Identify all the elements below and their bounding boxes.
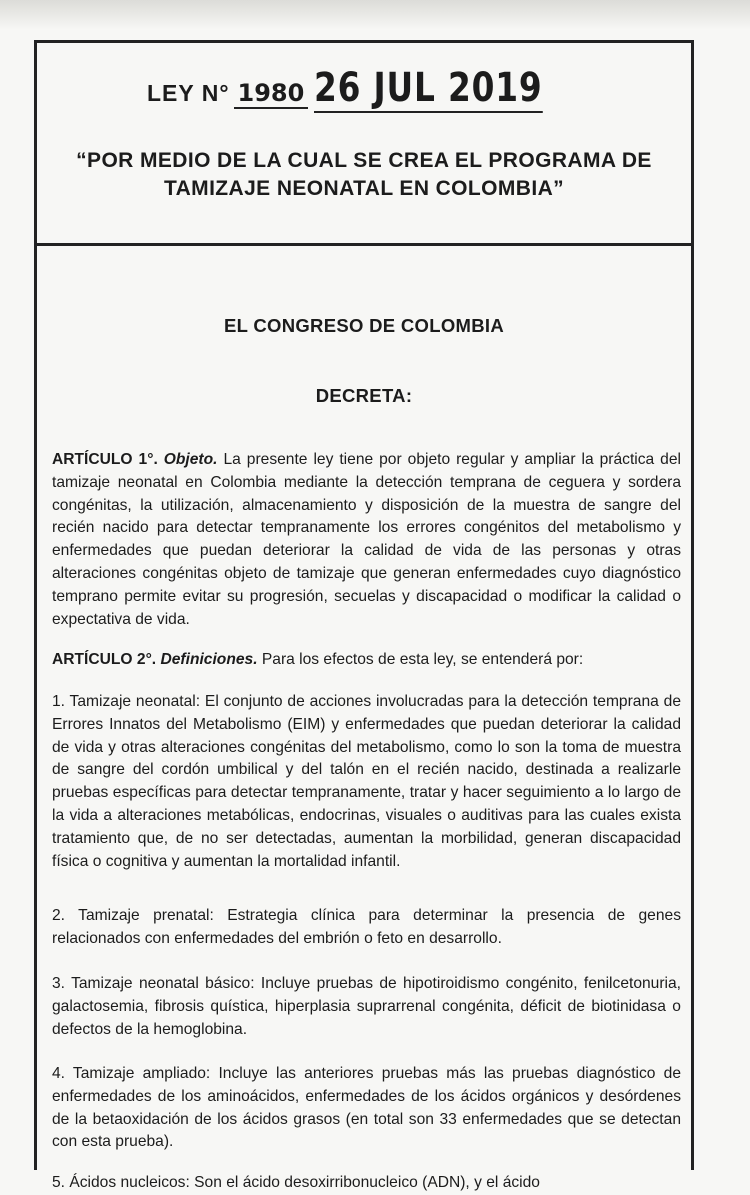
- definition-item-5: [52, 1172, 681, 1195]
- definition-item-2: [52, 905, 681, 951]
- law-date-stamp: 26 JUL 2019: [314, 65, 543, 111]
- definition-text: 3. Tamizaje neonatal básico: Incluye pruebas de hipotiroidismo congénito, fenilcetonuria, galactosemia, fibrosis quística, hiperplasia suprarrenal congénita, déficit de biotinidasa o defectos de la hemoglobina.: [52, 975, 681, 1038]
- law-title-line-1: “POR MEDIO DE LA CUAL SE CREA EL PROGRAMA DE: [76, 149, 652, 172]
- definition-item-1: [52, 691, 681, 873]
- article-1-label: ARTÍCULO 1°.: [52, 451, 158, 468]
- definition-item-4: [52, 1063, 681, 1154]
- law-title: [47, 147, 681, 203]
- article-1-text: La presente ley tiene por objeto regular y ampliar la práctica del tamizaje neonatal en Colombia mediante la detección temprana de ceguera y sordera congénitas, la utilización, almacenamiento y disposición de la muestra de sangre del recién nacido para detectar tempranamente los errores congénitos del metabolismo y enfermedades que puedan deteriorar la calidad de vida de las personas y otras alteraciones congénitas objeto de tamizaje que generan enfermedades cuyo diagnóstico temprano permite evitar su progresión, secuelas y discapacidad o modificar la calidad o expectativa de vida.: [52, 451, 681, 628]
- law-number: 1980: [234, 79, 309, 109]
- document-frame: [34, 40, 694, 1191]
- law-identifier: [147, 65, 593, 113]
- page-top-edge: [0, 0, 750, 30]
- law-title-line-2: TAMIZAJE NEONATAL EN COLOMBIA”: [163, 177, 565, 200]
- definition-text: 1. Tamizaje neonatal: El conjunto de acciones involucradas para la detección temprana de Errores Innatos del Metabolismo (EIM) y enfermedades que puedan deteriorar la calidad de vida y otras alteraciones congénitas del metabolismo, como lo son la toma de muestra de sangre del cordón umbilical y del talón en el recién nacido, destinada a realizarle pruebas específicas para detectar tempranamente, tratar y hacer seguimiento a lo largo de la vida a alteraciones metabólicas, endocrinas, visuales o auditivas para las cuales exista tratamiento que, de no ser detectadas, aumentan la morbilidad, generan discapacidad física o cognitiva y aumentan la mortalidad infantil.: [52, 693, 681, 870]
- law-header-box: [37, 43, 691, 246]
- article-2-text: Para los efectos de esta ley, se entenderá por:: [261, 651, 584, 668]
- issuer-heading: EL CONGRESO DE COLOMBIA: [224, 315, 504, 336]
- definition-text: 4. Tamizaje ampliado: Incluye las anteriores pruebas más las pruebas diagnóstico de enfermedades de los aminoácidos, enfermedades de los ácidos orgánicos y desórdenes de la betaoxidación de los ácidos grasos (en total son 33 enfermedades que se detectan con esta prueba).: [52, 1065, 681, 1151]
- article-1-name: Objeto.: [163, 451, 218, 468]
- decree-heading: DECRETA:: [315, 385, 413, 406]
- article-2-name: Definiciones.: [160, 651, 258, 668]
- article-1: [52, 449, 681, 631]
- definition-text: 5. Ácidos nucleicos: Son el ácido desoxirribonucleico (ADN), y el ácido: [52, 1174, 540, 1191]
- article-2: [52, 649, 681, 672]
- article-2-label: ARTÍCULO 2°.: [52, 651, 157, 668]
- law-label: LEY N°: [147, 80, 230, 106]
- definition-text: 2. Tamizaje prenatal: Estrategia clínica para determinar la presencia de genes relacionados con enfermedades del embrión o feto en desarrollo.: [52, 907, 681, 947]
- definition-item-3: [52, 973, 681, 1041]
